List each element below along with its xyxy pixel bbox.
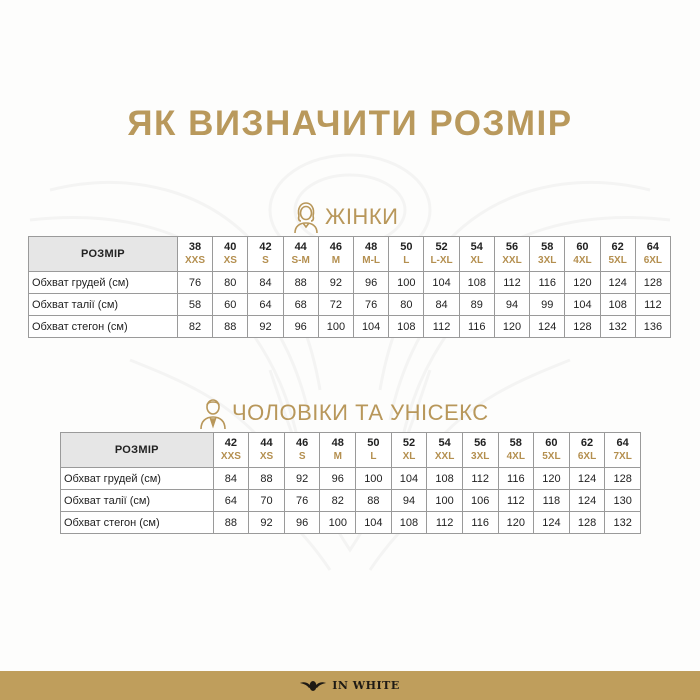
measurement-cell: 76 xyxy=(177,272,212,294)
measurement-cell: 88 xyxy=(213,512,249,534)
size-number: 60 xyxy=(545,437,558,449)
measurement-cell: 92 xyxy=(318,272,353,294)
size-number: 40 xyxy=(224,241,237,253)
size-column-header xyxy=(391,433,427,468)
measurement-cell: 96 xyxy=(354,272,389,294)
size-number: 64 xyxy=(616,437,629,449)
measurement-cell: 60 xyxy=(213,294,248,316)
size-column-header xyxy=(249,433,285,468)
measurement-label: Обхват стегон (см) xyxy=(61,512,214,534)
size-column-header xyxy=(600,237,635,272)
size-number: 48 xyxy=(331,437,344,449)
size-number: 62 xyxy=(611,241,624,253)
size-number: 62 xyxy=(580,437,594,449)
measurement-cell: 112 xyxy=(424,316,459,338)
size-number: 52 xyxy=(402,437,416,449)
size-column-header xyxy=(569,433,605,468)
size-number: 38 xyxy=(188,241,202,253)
woman-icon xyxy=(291,200,321,234)
size-column-header xyxy=(389,237,424,272)
size-header-cell: РОЗМІР xyxy=(29,237,178,272)
measurement-cell: 104 xyxy=(354,316,389,338)
size-letter: XXL xyxy=(502,255,522,266)
measurement-cell: 70 xyxy=(249,490,285,512)
measurement-cell: 112 xyxy=(635,294,670,316)
size-letter: L xyxy=(370,451,377,462)
measurement-label: Обхват талії (см) xyxy=(61,490,214,512)
size-number: 44 xyxy=(294,241,307,253)
measurement-cell: 136 xyxy=(635,316,670,338)
size-number: 56 xyxy=(474,437,487,449)
size-letter: 7XL xyxy=(613,451,632,462)
measurement-cell: 92 xyxy=(249,512,285,534)
table-row xyxy=(61,512,641,534)
measurement-cell: 100 xyxy=(320,512,356,534)
size-letter: XXS xyxy=(220,451,241,462)
measurement-cell: 124 xyxy=(534,512,570,534)
measurement-cell: 108 xyxy=(459,272,494,294)
brand-name: IN WHITE xyxy=(332,679,400,692)
size-letter: M xyxy=(331,255,341,266)
measurement-cell: 120 xyxy=(498,512,534,534)
size-column-header xyxy=(248,237,283,272)
measurement-cell: 120 xyxy=(534,468,570,490)
owl-logo-icon xyxy=(300,679,326,693)
measurement-cell: 76 xyxy=(354,294,389,316)
measurement-cell: 128 xyxy=(565,316,600,338)
size-letter: 6XL xyxy=(577,451,597,462)
size-letter: 5XL xyxy=(542,451,561,462)
men-section-heading xyxy=(198,396,489,430)
size-column-header xyxy=(318,237,353,272)
measurement-cell: 112 xyxy=(498,490,534,512)
measurement-cell: 108 xyxy=(427,468,463,490)
size-number: 54 xyxy=(438,437,451,449)
measurement-cell: 104 xyxy=(391,468,427,490)
size-column-header xyxy=(530,237,565,272)
measurement-cell: 64 xyxy=(213,490,249,512)
measurement-cell: 130 xyxy=(605,490,641,512)
measurement-label: Обхват талії (см) xyxy=(29,294,178,316)
measurement-cell: 116 xyxy=(462,512,498,534)
measurement-cell: 100 xyxy=(356,468,392,490)
measurement-cell: 72 xyxy=(318,294,353,316)
measurement-cell: 82 xyxy=(177,316,212,338)
measurement-cell: 96 xyxy=(320,468,356,490)
size-number: 60 xyxy=(576,241,589,253)
size-number: 44 xyxy=(260,437,273,449)
size-number: 46 xyxy=(329,241,343,253)
measurement-cell: 80 xyxy=(213,272,248,294)
measurement-cell: 124 xyxy=(569,490,605,512)
measurement-cell: 116 xyxy=(498,468,534,490)
footer-bar xyxy=(0,671,700,700)
measurement-cell: 112 xyxy=(427,512,463,534)
measurement-cell: 104 xyxy=(565,294,600,316)
man-icon xyxy=(198,396,228,430)
size-column-header xyxy=(177,237,212,272)
size-letter: XL xyxy=(470,255,484,266)
size-letter: L xyxy=(403,255,410,266)
size-letter: 6XL xyxy=(643,255,663,266)
measurement-cell: 88 xyxy=(249,468,285,490)
size-number: 56 xyxy=(505,241,519,253)
measurement-cell: 120 xyxy=(494,316,529,338)
measurement-cell: 106 xyxy=(462,490,498,512)
size-column-header xyxy=(424,237,459,272)
measurement-cell: 64 xyxy=(248,294,283,316)
size-number: 50 xyxy=(367,437,380,449)
size-number: 42 xyxy=(259,241,272,253)
size-letter: XL xyxy=(402,451,416,462)
measurement-cell: 108 xyxy=(389,316,424,338)
measurement-cell: 94 xyxy=(494,294,529,316)
size-column-header xyxy=(213,237,248,272)
measurement-cell: 124 xyxy=(569,468,605,490)
table-row xyxy=(29,316,671,338)
measurement-cell: 128 xyxy=(635,272,670,294)
measurement-label: Обхват грудей (см) xyxy=(29,272,178,294)
size-letter: XXL xyxy=(434,451,455,462)
measurement-cell: 92 xyxy=(284,468,320,490)
measurement-cell: 58 xyxy=(177,294,212,316)
size-column-header xyxy=(605,433,641,468)
measurement-cell: 108 xyxy=(391,512,427,534)
size-column-header xyxy=(283,237,318,272)
page-title: ЯК ВИЗНАЧИТИ РОЗМІР xyxy=(127,104,573,143)
size-column-header xyxy=(284,433,320,468)
measurement-cell: 104 xyxy=(356,512,392,534)
size-letter: 4XL xyxy=(573,255,592,266)
size-header-cell: РОЗМІР xyxy=(61,433,214,468)
measurement-cell: 108 xyxy=(600,294,635,316)
size-number: 42 xyxy=(224,437,238,449)
measurement-cell: 68 xyxy=(283,294,318,316)
measurement-cell: 128 xyxy=(605,468,641,490)
table-row xyxy=(61,468,641,490)
measurement-cell: 100 xyxy=(427,490,463,512)
measurement-cell: 92 xyxy=(248,316,283,338)
measurement-cell: 96 xyxy=(283,316,318,338)
measurement-label: Обхват грудей (см) xyxy=(61,468,214,490)
measurement-cell: 99 xyxy=(530,294,565,316)
women-size-table xyxy=(28,236,671,338)
measurement-cell: 120 xyxy=(565,272,600,294)
measurement-cell: 112 xyxy=(494,272,529,294)
size-letter: 3XL xyxy=(471,451,490,462)
measurement-cell: 88 xyxy=(356,490,392,512)
measurement-cell: 96 xyxy=(284,512,320,534)
women-heading-label: ЖІНКИ xyxy=(325,204,399,229)
size-number: 48 xyxy=(365,241,378,253)
size-letter: L-XL xyxy=(430,255,453,266)
size-column-header xyxy=(356,433,392,468)
men-size-table xyxy=(60,432,641,534)
measurement-cell: 94 xyxy=(391,490,427,512)
measurement-cell: 116 xyxy=(459,316,494,338)
measurement-cell: 132 xyxy=(600,316,635,338)
measurement-cell: 84 xyxy=(424,294,459,316)
size-number: 46 xyxy=(296,437,309,449)
size-column-header xyxy=(565,237,600,272)
size-letter: M xyxy=(333,451,342,462)
size-letter: S xyxy=(262,255,269,266)
size-number: 58 xyxy=(509,437,522,449)
measurement-cell: 128 xyxy=(569,512,605,534)
size-column-header xyxy=(462,433,498,468)
size-letter: XS xyxy=(223,255,237,266)
table-row xyxy=(29,294,671,316)
measurement-cell: 118 xyxy=(534,490,570,512)
measurement-cell: 116 xyxy=(530,272,565,294)
size-number: 54 xyxy=(470,241,483,253)
measurement-label: Обхват стегон (см) xyxy=(29,316,178,338)
size-column-header xyxy=(213,433,249,468)
table-row xyxy=(61,490,641,512)
measurement-cell: 100 xyxy=(389,272,424,294)
size-letter: XS xyxy=(259,451,274,462)
measurement-cell: 80 xyxy=(389,294,424,316)
size-letter: 4XL xyxy=(506,451,525,462)
measurement-cell: 89 xyxy=(459,294,494,316)
size-column-header xyxy=(498,433,534,468)
men-header-row xyxy=(61,433,641,468)
size-letter: S xyxy=(298,451,306,462)
measurement-cell: 88 xyxy=(283,272,318,294)
size-column-header xyxy=(320,433,356,468)
size-letter: 5XL xyxy=(608,255,627,266)
size-letter: 3XL xyxy=(538,255,557,266)
size-number: 52 xyxy=(435,241,448,253)
table-row xyxy=(29,272,671,294)
measurement-cell: 84 xyxy=(213,468,249,490)
measurement-cell: 82 xyxy=(320,490,356,512)
measurement-cell: 100 xyxy=(318,316,353,338)
size-column-header xyxy=(635,237,670,272)
size-column-header xyxy=(459,237,494,272)
measurement-cell: 104 xyxy=(424,272,459,294)
size-column-header xyxy=(354,237,389,272)
measurement-cell: 124 xyxy=(600,272,635,294)
measurement-cell: 84 xyxy=(248,272,283,294)
women-header-row xyxy=(29,237,671,272)
measurement-cell: 132 xyxy=(605,512,641,534)
size-column-header xyxy=(427,433,463,468)
size-letter: M-L xyxy=(362,255,381,266)
men-heading-label: ЧОЛОВІКИ ТА УНІСЕКС xyxy=(232,400,489,425)
measurement-cell: 88 xyxy=(213,316,248,338)
size-column-header xyxy=(494,237,529,272)
measurement-cell: 76 xyxy=(284,490,320,512)
size-number: 50 xyxy=(400,241,413,253)
measurement-cell: 124 xyxy=(530,316,565,338)
size-letter: XXS xyxy=(185,255,206,266)
size-number: 64 xyxy=(646,241,659,253)
size-column-header xyxy=(534,433,570,468)
size-number: 58 xyxy=(541,241,554,253)
size-letter: S-M xyxy=(291,255,310,266)
measurement-cell: 112 xyxy=(462,468,498,490)
women-section-heading xyxy=(291,200,398,234)
